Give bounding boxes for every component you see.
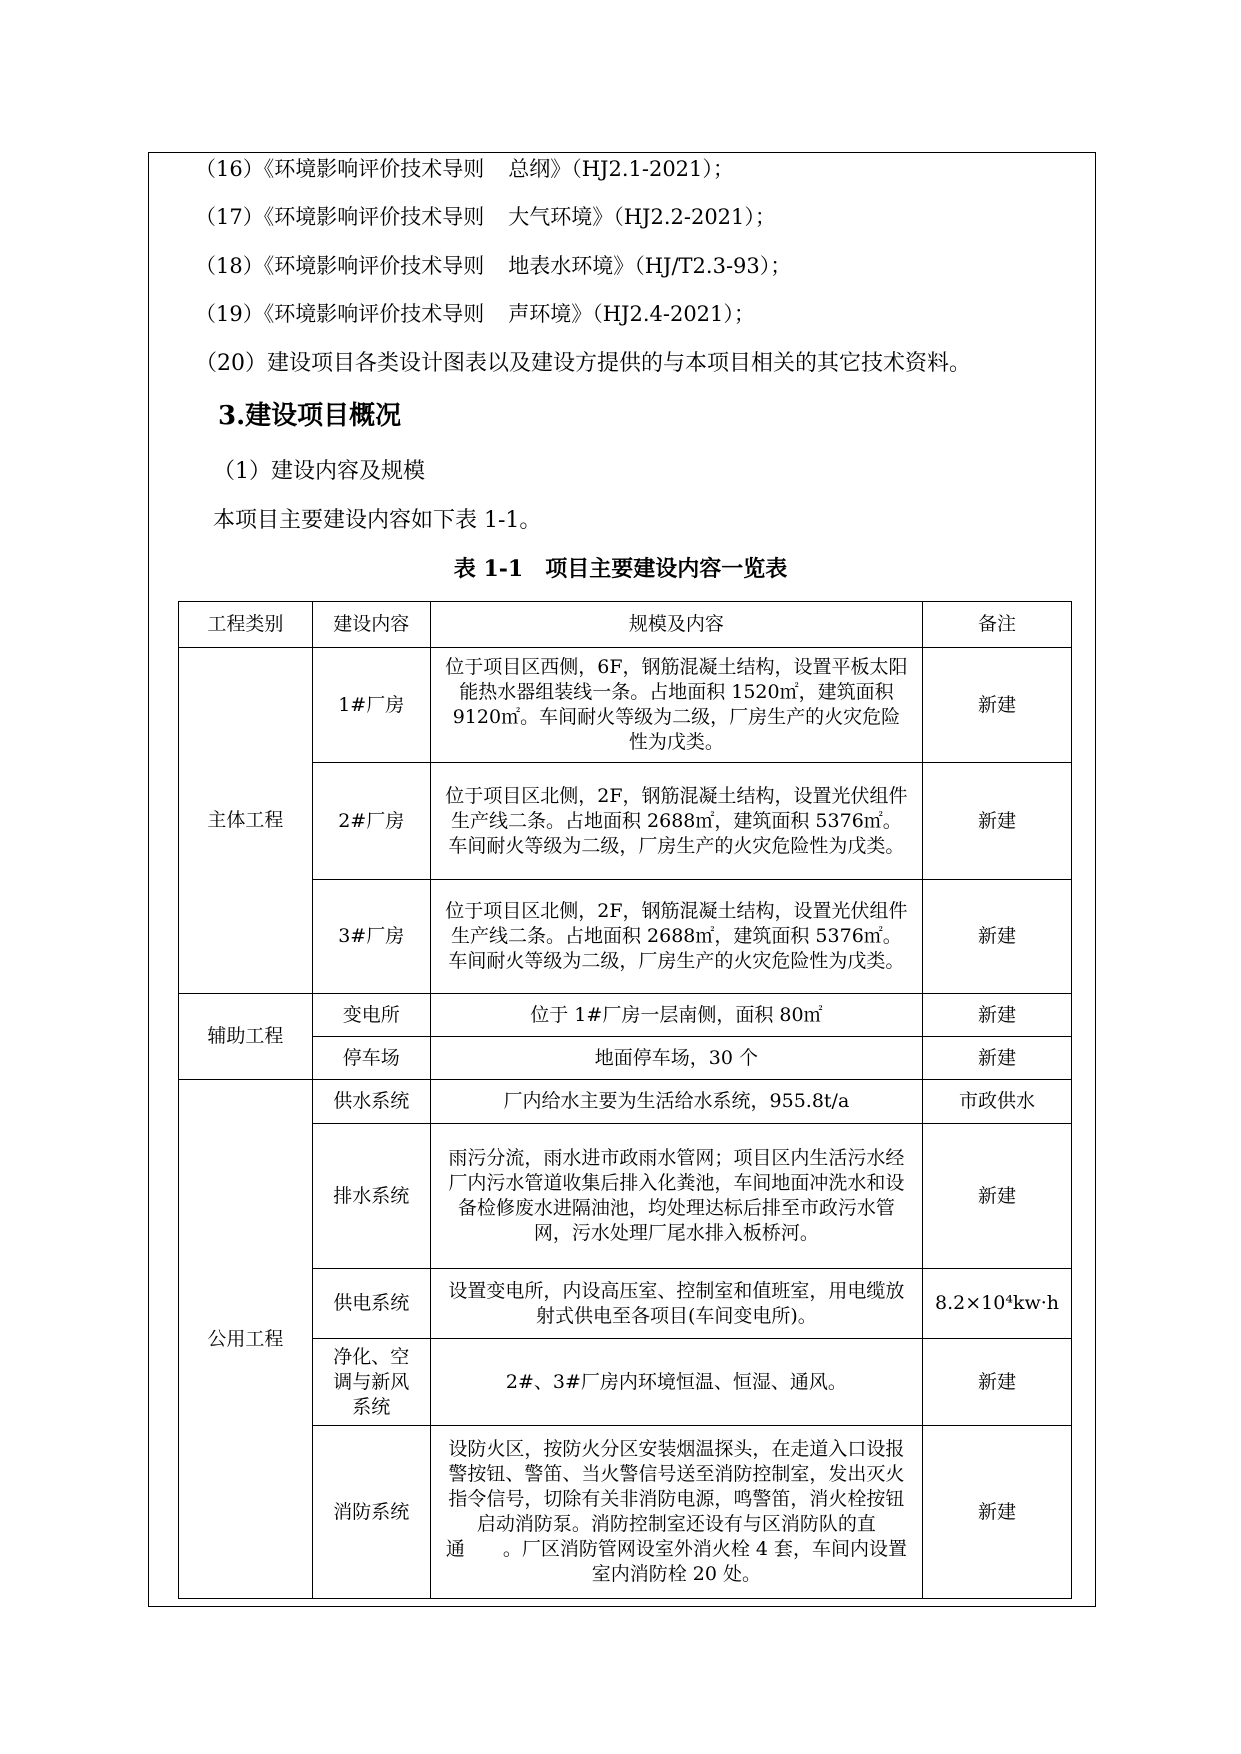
table-row [179, 1339, 1072, 1426]
intro-text: 本项目主要建设内容如下表 1-1。 [213, 508, 542, 533]
note-cell: 新建 [923, 1339, 1072, 1426]
item-cell: 消防系统 [312, 1426, 430, 1599]
table-row [179, 1037, 1072, 1080]
reference-20: （20）建设项目各类设计图表以及建设方提供的与本项目相关的其它技术资料。 [195, 351, 972, 376]
sub-heading: （1）建设内容及规模 [213, 459, 425, 484]
note-cell: 新建 [923, 880, 1072, 994]
item-cell: 供水系统 [312, 1080, 430, 1124]
content-cell: 2#、3#厂房内环境恒温、恒湿、通风。 [430, 1339, 922, 1426]
note-cell: 8.2×10⁴kw·h [923, 1269, 1072, 1339]
item-cell: 停车场 [312, 1037, 430, 1080]
content-cell: 位于项目区北侧，2F，钢筋混凝土结构，设置光伏组件生产线二条。占地面积 2688㎡，建筑面积 5376㎡。车间耐火等级为二级，厂房生产的火灾危险性为戊类。 [430, 763, 922, 880]
header-item: 建设内容 [312, 602, 430, 648]
table-header-row [179, 602, 1072, 648]
content-cell: 位于 1#厂房一层南侧，面积 80㎡ [430, 994, 922, 1037]
note-cell: 新建 [923, 1037, 1072, 1080]
content-cell: 设置变电所，内设高压室、控制室和值班室，用电缆放射式供电至各项目(车间变电所)。 [430, 1269, 922, 1339]
note-cell: 新建 [923, 648, 1072, 763]
table-row [179, 994, 1072, 1037]
table-row [179, 1124, 1072, 1269]
table-row [179, 880, 1072, 994]
content-cell: 位于项目区北侧，2F，钢筋混凝土结构，设置光伏组件生产线二条。占地面积 2688㎡，建筑面积 5376㎡。车间耐火等级为二级，厂房生产的火灾危险性为戊类。 [430, 880, 922, 994]
content-cell: 雨污分流，雨水进市政雨水管网；项目区内生活污水经厂内污水管道收集后排入化粪池，车间地面冲洗水和设备检修废水进隔油池，均处理达标后排至市政污水管网，污水处理厂尾水排入板桥河。 [430, 1124, 922, 1269]
table-row [179, 1080, 1072, 1124]
item-cell: 净化、空调与新风系统 [312, 1339, 430, 1426]
reference-19: （19）《环境影响评价技术导则 声环境》（HJ2.4-2021）； [195, 302, 755, 326]
content-cell: 厂内给水主要为生活给水系统，955.8t/a [430, 1080, 922, 1124]
note-cell: 市政供水 [923, 1080, 1072, 1124]
item-cell: 变电所 [312, 994, 430, 1037]
item-cell: 2#厂房 [312, 763, 430, 880]
table-row [179, 1269, 1072, 1339]
item-cell: 1#厂房 [312, 648, 430, 763]
construction-content-table [178, 601, 1072, 1599]
content-cell: 设防火区，按防火分区安装烟温探头，在走道入口设报警按钮、警笛、当火警信号送至消防控制室，发出灭火指令信号，切除有关非消防电源，鸣警笛，消火栓按钮启动消防泵。消防控制室还设有与区消防队的直通 。厂区消防管网设室外消火栓 4 套，车间内设置室内消防栓 20 处。 [430, 1426, 922, 1599]
table-row [179, 1426, 1072, 1599]
table-row [179, 763, 1072, 880]
note-cell: 新建 [923, 1426, 1072, 1599]
content-cell: 地面停车场，30 个 [430, 1037, 922, 1080]
category-cell: 公用工程 [179, 1080, 313, 1599]
note-cell: 新建 [923, 763, 1072, 880]
header-note: 备注 [923, 602, 1072, 648]
category-cell: 辅助工程 [179, 994, 313, 1080]
section-heading: 3.建设项目概况 [218, 401, 402, 431]
item-cell: 排水系统 [312, 1124, 430, 1269]
table-caption: 表 1-1 项目主要建设内容一览表 [453, 556, 788, 582]
content-cell: 位于项目区西侧，6F，钢筋混凝土结构，设置平板太阳能热水器组装线一条。占地面积 1520㎡，建筑面积 9120㎡。车间耐火等级为二级，厂房生产的火灾危险性为戊类。 [430, 648, 922, 763]
note-cell: 新建 [923, 994, 1072, 1037]
reference-18: （18）《环境影响评价技术导则 地表水环境》（HJ/T2.3-93）； [195, 254, 792, 278]
reference-16: （16）《环境影响评价技术导则 总纲》（HJ2.1-2021）； [195, 157, 734, 181]
reference-17: （17）《环境影响评价技术导则 大气环境》（HJ2.2-2021）； [195, 205, 776, 229]
header-content: 规模及内容 [430, 602, 922, 648]
note-cell: 新建 [923, 1124, 1072, 1269]
item-cell: 供电系统 [312, 1269, 430, 1339]
category-cell: 主体工程 [179, 648, 313, 994]
item-cell: 3#厂房 [312, 880, 430, 994]
header-category: 工程类别 [179, 602, 313, 648]
table-row [179, 648, 1072, 763]
